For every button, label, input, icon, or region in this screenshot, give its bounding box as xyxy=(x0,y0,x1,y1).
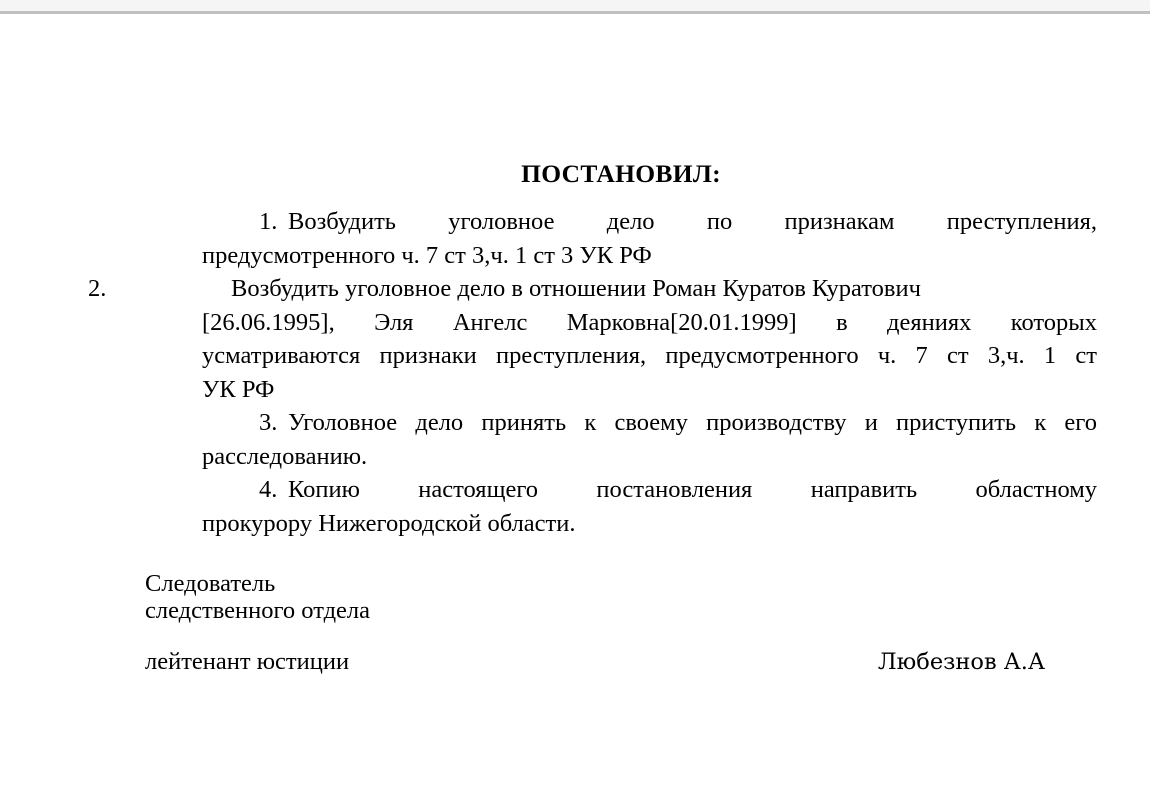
clause-2-line-2: [26.06.1995], Эля Ангелс Марковна[20.01.1999] в деяниях которых xyxy=(202,308,1097,336)
document-body xyxy=(88,159,1097,676)
clause-3-line-2: расследованию. xyxy=(202,442,368,470)
clause-4-number: 4. xyxy=(259,476,278,504)
signature-role-line-2: следственного отдела xyxy=(145,597,371,625)
document-page xyxy=(0,14,1150,809)
clause-2-line-4: УК РФ xyxy=(202,375,275,403)
clause-3-text-line-1: Уголовное дело принять к своему производству и приступить к его xyxy=(288,409,1097,437)
signature-block xyxy=(145,570,1097,676)
clause-2-line-3: усматриваются признаки преступления, предусмотренного ч. 7 ст 3,ч. 1 ст xyxy=(202,342,1097,370)
window-chrome-strip xyxy=(0,0,1150,11)
clause-1-line-1 xyxy=(145,205,1097,239)
clause-2 xyxy=(88,272,1097,406)
page-title: ПОСТАНОВИЛ: xyxy=(521,159,721,188)
clause-4-line-2: прокурору Нижегородской области. xyxy=(202,509,576,537)
clause-3-number: 3. xyxy=(259,409,278,437)
clause-1 xyxy=(145,205,1097,272)
clause-3 xyxy=(145,406,1097,473)
signature-name: Любезнов А.А xyxy=(877,649,1045,676)
clause-2-number: 2. xyxy=(88,275,107,303)
clause-4-line-1 xyxy=(145,473,1097,507)
clause-3-line-1 xyxy=(145,406,1097,440)
clause-1-line-2: предусмотренного ч. 7 ст 3,ч. 1 ст 3 УК РФ xyxy=(202,241,652,269)
signature-rank: лейтенант юстиции xyxy=(145,648,350,676)
clause-2-line-1 xyxy=(88,272,1097,306)
clause-1-number: 1. xyxy=(259,208,278,236)
clause-1-text-line-1: Возбудить уголовное дело по признакам преступления, xyxy=(288,208,1097,236)
clause-2-text-line-1: Возбудить уголовное дело в отношении Роман Куратов Куратович xyxy=(231,275,921,303)
signature-role-line-1: Следователь xyxy=(145,570,276,598)
clause-4 xyxy=(145,473,1097,540)
clause-4-text-line-1: Копию настоящего постановления направить областному xyxy=(288,476,1097,504)
signature-rank-and-name-row xyxy=(145,648,1097,676)
